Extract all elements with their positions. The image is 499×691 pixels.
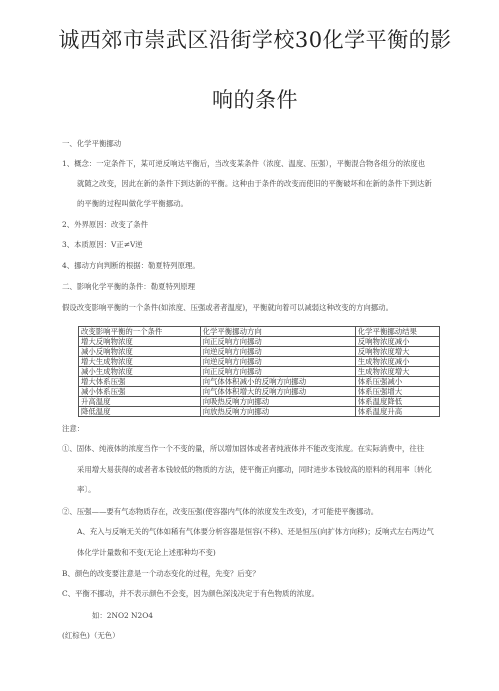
- doc-title-line-1: 诚西郊市崇武区沿街学校30化学平衡的影: [58, 28, 452, 52]
- paragraph-line: A、充入与反响无关的气体如稀有气体要分析容器是恒容(不移)、还是恒压(向扩体方向移)；反响式左右两边气: [77, 527, 434, 536]
- paragraph-line: 体化学计量数和不变(无论上述那种均不变): [77, 548, 216, 557]
- table-row: [79, 357, 440, 367]
- table-cell: 增大生成物浓度: [79, 357, 201, 367]
- paragraph-line: ①、固体、纯液体的浓度当作一个不变的量，所以增加固体或者者纯液体并不能改变浓度。在实际消费中，往往: [62, 444, 425, 453]
- table-row: [79, 407, 440, 417]
- paragraph-line: ②、压强——要有气态物质存在，改变压强(使容器内气体的浓度发生改变)，才可能使平衡挪动。: [62, 507, 379, 516]
- table-cell: 增大反响物浓度: [79, 337, 201, 347]
- table-row: [79, 367, 440, 377]
- table-header-row: [79, 327, 440, 337]
- paragraph-line: 3、本质原因：V正≠V逆: [62, 240, 143, 249]
- table-cell: 体系压强增大: [355, 387, 439, 397]
- paragraph-line: B、颜色的改变要注意是一个动态变化的过程，先变？后变？: [62, 569, 260, 578]
- table-cell: 向气体体积减小的反响方向挪动: [200, 377, 355, 387]
- table-cell: 体系温度降低: [355, 397, 439, 407]
- section-heading-1: 一、化学平衡挪动: [62, 139, 122, 148]
- table-row: [79, 397, 440, 407]
- table-cell: 反响物浓度减小: [355, 337, 439, 347]
- paragraph-line: 就随之改变，因此在新的条件下到达新的平衡。这种由于条件的改变而使旧的平衡破坏和在新的条件下到达新: [77, 179, 432, 188]
- table-cell: 减小体系压强: [79, 387, 201, 397]
- paragraph-line: 假设改变影响平衡的一个条件(如浓度、压强或者者温度)，平衡就向着可以减弱这种改变的方向挪动。: [62, 303, 393, 312]
- table-cell: 向逆反响方向挪动: [200, 357, 355, 367]
- equilibrium-shift-table: [78, 326, 440, 417]
- table-row: [79, 337, 440, 347]
- table-header-cell: 化学平衡挪动方向: [200, 327, 355, 337]
- table-header-cell: 改变影响平衡的一个条件: [79, 327, 201, 337]
- table-cell: 向逆反响方向挪动: [200, 347, 355, 357]
- table-cell: 降低温度: [79, 407, 201, 417]
- paragraph-line: 2、外界原因：改变了条件: [62, 220, 149, 229]
- section-heading-2: 二、影响化学平衡的条件：勒夏特列原理: [62, 282, 196, 291]
- doc-title-line-2: 响的条件: [212, 88, 298, 112]
- table-cell: 向正反响方向挪动: [200, 337, 355, 347]
- table-cell: 体系温度升高: [355, 407, 439, 417]
- paragraph-line: 率〕。: [77, 485, 96, 494]
- table-cell: 向放热反响方向挪动: [200, 407, 355, 417]
- table-cell: 向气体体积增大的反响方向挪动: [200, 387, 355, 397]
- example-line: (红棕色)（无色）: [62, 631, 120, 640]
- table-cell: 减小反响物浓度: [79, 347, 201, 357]
- table-cell: 向正反响方向挪动: [200, 367, 355, 377]
- paragraph-line: 的平衡的过程叫做化学平衡挪动。: [77, 199, 188, 208]
- paragraph-line: 4、挪动方向判断的根据：勒夏特列原理。: [62, 261, 200, 270]
- table-cell: 体系压强减小: [355, 377, 439, 387]
- table-cell: 升高温度: [79, 397, 201, 407]
- table-row: [79, 377, 440, 387]
- table-cell: 生成物浓度减小: [355, 357, 439, 367]
- paragraph-line: 采用增大易获得的或者者本钱较低的物质的方法，使平衡正向挪动，同时进步本钱较高的原料的利用率〔转化: [77, 465, 432, 474]
- table-cell: 增大体系压强: [79, 377, 201, 387]
- table-cell: 减小生成物浓度: [79, 367, 201, 377]
- table-cell: 生成物浓度增大: [355, 367, 439, 377]
- table-cell: 反响物浓度增大: [355, 347, 439, 357]
- paragraph-line: C、平衡不挪动，并不表示颜色不会变，因为颜色深浅决定于有色物质的浓度。: [62, 589, 319, 598]
- table-header-cell: 化学平衡挪动结果: [355, 327, 439, 337]
- note-label: 注意：: [62, 424, 85, 433]
- example-line: 如：2NO2 N2O4: [92, 611, 153, 620]
- paragraph-line: 1、概念：一定条件下，某可逆反响达平衡后，当改变某条件（浓度、温度、压强），平衡混合物各组分的浓度也: [62, 159, 426, 168]
- table-cell: 向吸热反响方向挪动: [200, 397, 355, 407]
- table-row: [79, 347, 440, 357]
- table-row: [79, 387, 440, 397]
